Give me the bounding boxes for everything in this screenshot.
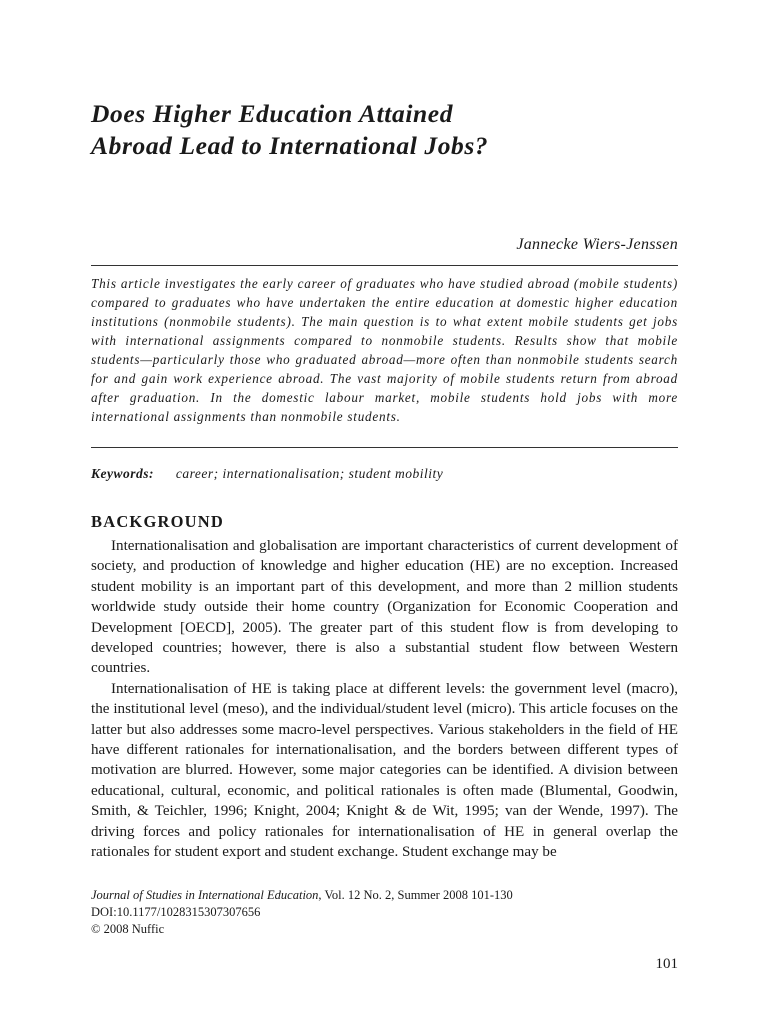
- body-paragraph-1: Internationalisation and globalisation are important characteristics of current development of society, and production of knowledge and higher education (HE) are no exception. Increased student mobility is an important part of this development, and more than 2 million students worldwide study outside their home country (Organization for Economic Cooperation and Development [OECD], 2005). The greater part of this student flow is from developing to developed countries; however, there is also a substantial student flow between Western countries.: [91, 538, 678, 677]
- article-title-line-2: Abroad Lead to International Jobs?: [91, 131, 489, 160]
- body-paragraph-2: Internationalisation of HE is taking place at different levels: the government level (macro), the institutional level (meso), and the individual/student level (micro). This article focuses on the latter but also addresses some macro-level perspectives. Various stakeholders in the field of HE have different rationales for internationalisation, and the borders between different types of motivation are blurred. However, some major categories can be identified. A division between educational, cultural, economic, and political rationales is often made (Blumental, Goodwin, Smith, & Teichler, 1996; Knight, 2004; Knight & de Wit, 1995; van der Wende, 1997). The driving forces and policy rationales for internationalisation of HE in general overlap the rationales for student export and student exchange. Student exchange may be: [91, 680, 678, 861]
- body-text: [91, 536, 678, 863]
- citation-footer: [91, 887, 513, 938]
- article-title: [91, 98, 678, 162]
- abstract-top-rule: [91, 265, 678, 266]
- journal-citation: [91, 887, 513, 904]
- section-heading: BACKGROUND: [91, 512, 225, 531]
- keywords-list: career; internationalisation; student mobility: [175, 466, 444, 481]
- journal-volume-info: , Vol. 12 No. 2, Summer 2008 101-130: [318, 888, 513, 902]
- journal-name: Journal of Studies in International Education: [91, 888, 319, 902]
- abstract-bottom-rule: [91, 447, 678, 448]
- keywords-line: [91, 466, 443, 482]
- abstract-text: This article investigates the early career of graduates who have studied abroad (mobile students) compared to graduates who have undertaken the entire education at domestic higher education institutions (nonmobile students). The main question is to what extent mobile students get jobs with international assignments compared to nonmobile students. Results show that mobile students—particularly those who graduated abroad—more often than nonmobile students search for and gain work experience abroad. The vast majority of mobile students return from abroad after graduation. In the domestic labour market, mobile students hold jobs with more international assignments than nonmobile students.: [91, 276, 678, 424]
- doi-line: DOI:10.1177/1028315307307656: [91, 905, 261, 919]
- keywords-label: Keywords:: [91, 466, 154, 481]
- author-name: Jannecke Wiers-Jenssen: [516, 236, 678, 253]
- article-title-line-1: Does Higher Education Attained: [91, 99, 454, 128]
- page-number: 101: [655, 956, 678, 972]
- copyright-line: © 2008 Nuffic: [91, 922, 165, 936]
